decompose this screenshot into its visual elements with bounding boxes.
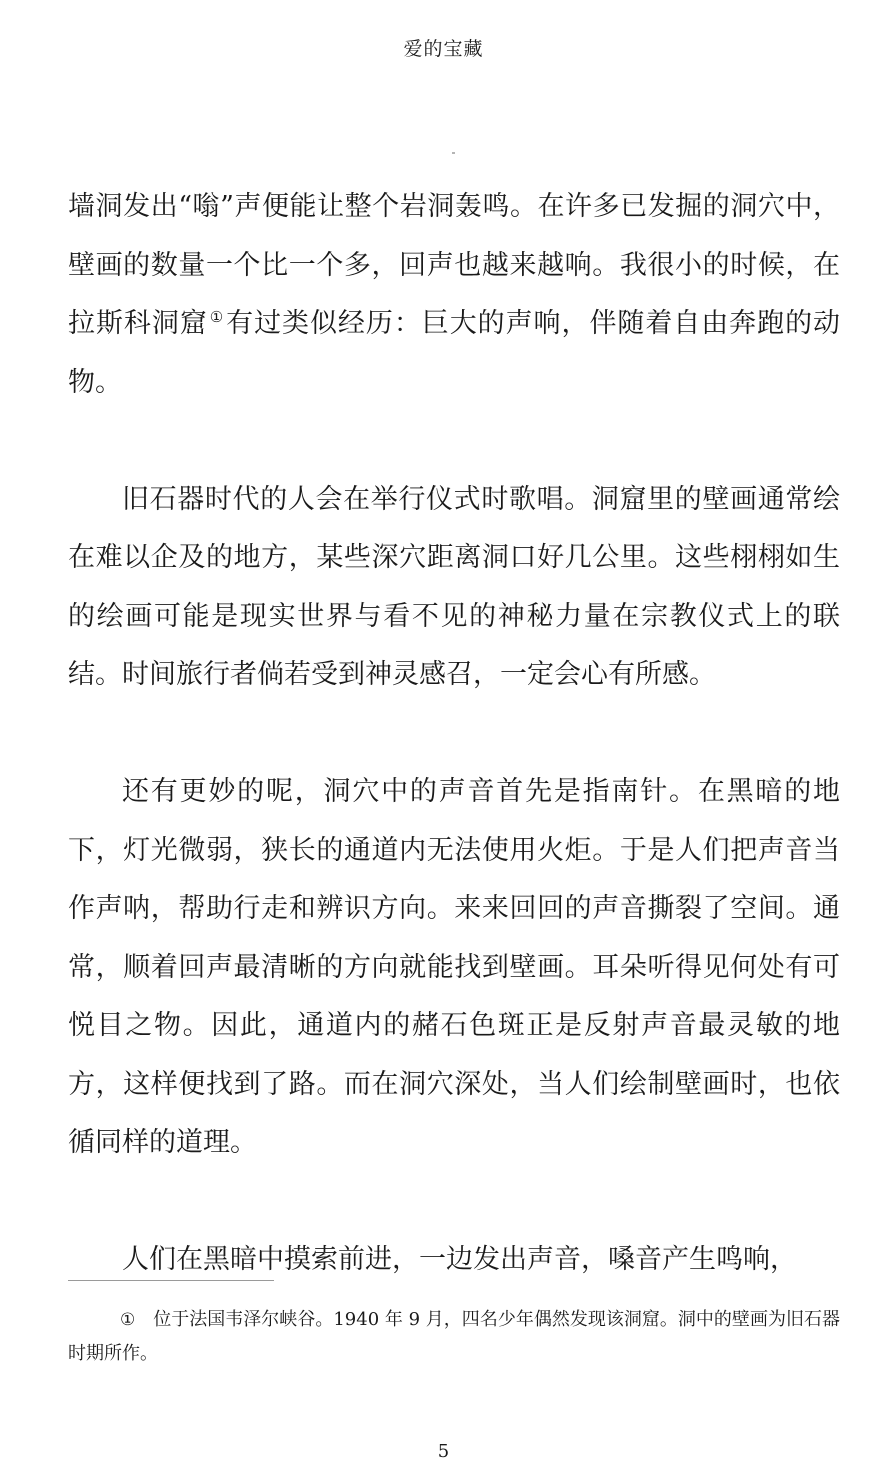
paragraph-gap xyxy=(68,412,840,471)
running-head-title: 爱的宝藏 xyxy=(403,38,484,60)
paragraph-4: 人们在黑暗中摸索前进，一边发出声音，嗓音产生鸣响， xyxy=(122,1244,797,1275)
footnote-divider xyxy=(68,1280,274,1281)
paper-speck xyxy=(452,152,455,154)
paragraph-3: 还有更妙的呢，洞穴中的声音首先是指南针。在黑暗的地下，灯光微弱，狭长的通道内无法使用火炬。于是人们把声音当作声呐，帮助行走和辨识方向。来来回回的声音撕裂了空间。通常，顺着回声最清晰的方向就能找到壁画。耳朵听得见何处有可悦目之物。因此，通道内的赭石色斑正是反射声音最灵敏的地方，这样便找到了路。而在洞穴深处，当人们绘制壁画时，也依循同样的道理。 xyxy=(68,776,840,1158)
footnote-number: ① xyxy=(120,1310,136,1330)
paragraph-gap xyxy=(68,1173,840,1232)
footnote-text: 位于法国韦泽尔峡谷。1940 年 9 月，四名少年偶然发现该洞窟。洞中的壁画为旧石器时期所作。 xyxy=(68,1309,840,1364)
paragraph-1-text-b: 有过类似经历：巨大的声响，伴随着自由奔跑的动物。 xyxy=(68,308,841,398)
footnote xyxy=(68,1303,840,1370)
page-number: 5 xyxy=(437,1441,450,1462)
paragraph-1-text-a: 墙洞发出“嗡”声便能让整个岩洞轰鸣。在许多已发掘的洞穴中，壁画的数量一个比一个多，回声也越来越响。我很小的时候，在拉斯科洞窟 xyxy=(68,191,840,339)
paragraph-gap xyxy=(68,705,840,764)
paragraph-1 xyxy=(68,178,840,412)
footnote-reference-mark: ① xyxy=(209,308,225,326)
paragraph-2: 旧石器时代的人会在举行仪式时歌唱。洞窟里的壁画通常绘在难以企及的地方，某些深穴距离洞口好几公里。这些栩栩如生的绘画可能是现实世界与看不见的神秘力量在宗教仪式上的联结。时间旅行者倘若受到神灵感召，一定会心有所感。 xyxy=(68,483,840,690)
body-text xyxy=(68,178,840,1290)
